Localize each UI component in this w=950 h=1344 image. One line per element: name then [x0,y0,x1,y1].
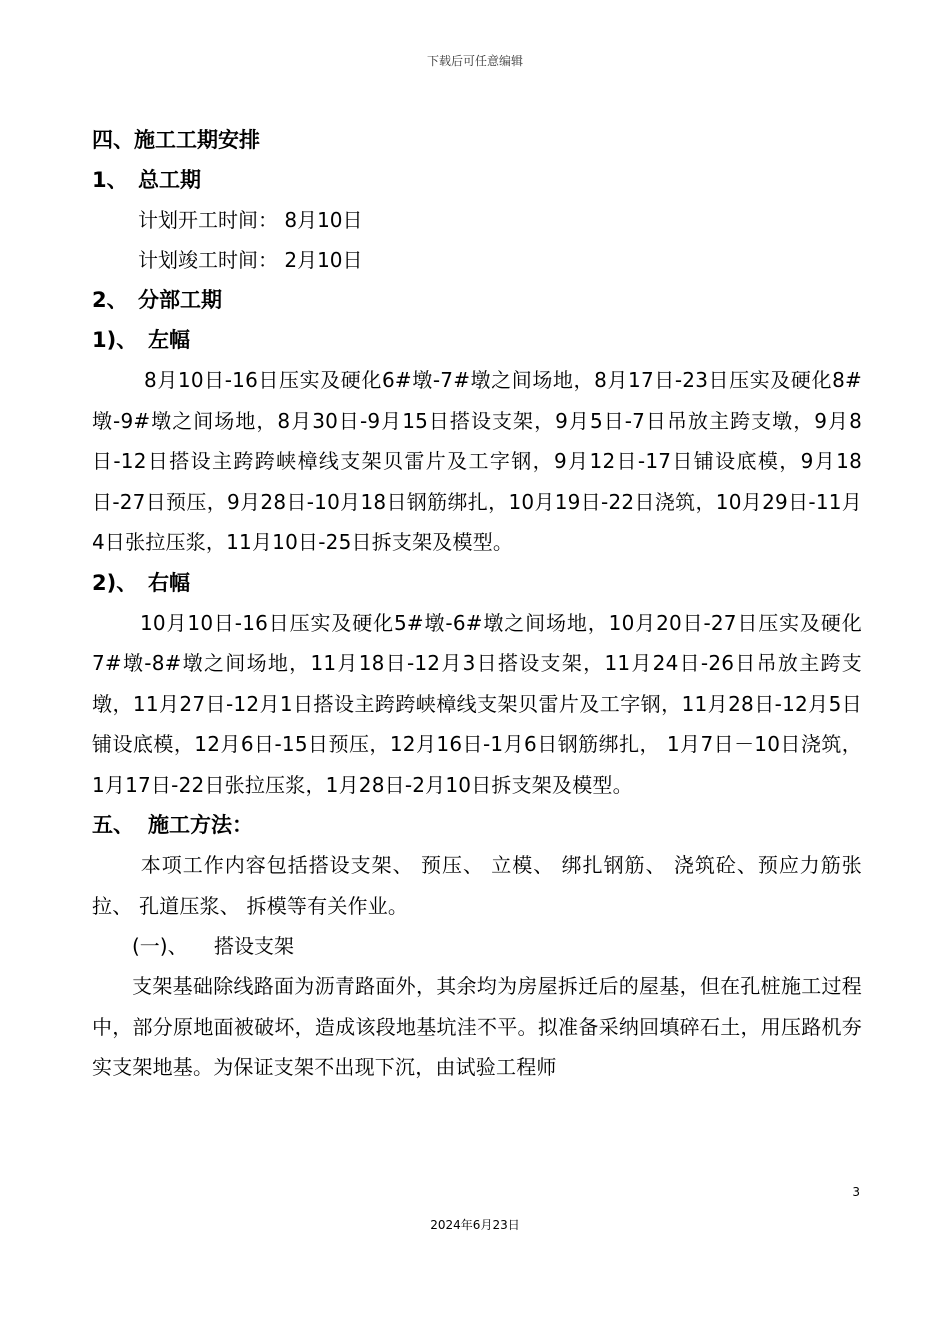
section-5-number: 五、 [92,813,134,837]
right-side-text: 10月10日-16日压实及硬化5#墩-6#墩之间场地，10月20日-27日压实及硬化7#墩-8#墩之间场地，11月18日-12月3日搭设支架，11月24日-26日吊放主跨支墩，11月27日-12月1日搭设主跨跨峡樟线支架贝雷片及工字钢，11月28日-12月5日铺设底模，12月6日-15日预压，12月16日-1月6日钢筋绑扎， 1月7日－10日浇筑，1月17日-22日张拉压浆，1月28日-2月10日拆支架及模型。 [92,610,862,797]
planned-start-label: 计划开工时间： [138,208,278,232]
total-period-heading [92,160,862,200]
planned-end-label: 计划竣工时间： [138,248,278,272]
page-header: 下载后可任意编辑 [426,54,523,68]
planned-start-value: 8月10日 [284,208,363,232]
right-side-heading [92,563,862,603]
left-side-heading [92,320,862,360]
left-side-number: 1)、 [92,328,138,352]
left-side-text: 8月10日-16日压实及硬化6#墩-7#墩之间场地，8月17日-23日压实及硬化8#墩-9#墩之间场地，8月30日-9月15日搭设支架，9月5日-7日吊放主跨支墩，9月8日-12日搭设主跨跨峡樟线支架贝雷片及工字钢，9月12日-17日铺设底模，9月18日-27日预压，9月28日-10月18日钢筋绑扎，10月19日-22日浇筑，10月29日-11月4日张拉压浆，11月10日-25日拆支架及模型。 [92,368,862,554]
page-number: 3 [852,1185,860,1199]
left-side-title: 左幅 [148,328,190,352]
document-body [92,120,862,1088]
partial-period-title: 分部工期 [138,288,222,312]
section-5-title: 施工方法： [148,813,253,837]
right-side-title: 右幅 [148,570,190,595]
right-side-number: 2)、 [92,570,138,595]
subsection-1-number: (一)、 [132,934,188,958]
partial-period-number: 2、 [92,288,128,312]
page-footer-date: 2024年6月23日 [430,1218,520,1232]
section-5-intro [92,845,862,926]
right-side-schedule [92,603,862,806]
partial-period-heading [92,280,862,320]
left-side-schedule [92,360,862,563]
subsection-1-heading [92,926,862,966]
subsection-1-text: 支架基础除线路面为沥青路面外，其余均为房屋拆迁后的屋基，但在孔桩施工过程中，部分原地面被破坏，造成该段地基坑洼不平。拟准备采纳回填碎石土，用压路机夯实支架地基。为保证支架不出现下沉，由试验工程师 [92,974,862,1079]
section-5-heading [92,805,862,845]
total-period-title: 总工期 [138,168,201,192]
section-5-intro-text: 本项工作内容包括搭设支架、 预压、 立模、 绑扎钢筋、 浇筑砼、预应力筋张拉、 孔道压浆、 拆模等有关作业。 [92,853,862,918]
subsection-1-title: 搭设支架 [214,934,294,958]
total-period-number: 1、 [92,168,128,192]
planned-end-line [92,240,862,280]
subsection-1-body [92,966,862,1088]
planned-start-line [92,200,862,240]
planned-end-value: 2月10日 [284,248,363,272]
section-4-title: 四、施工工期安排 [92,128,260,152]
